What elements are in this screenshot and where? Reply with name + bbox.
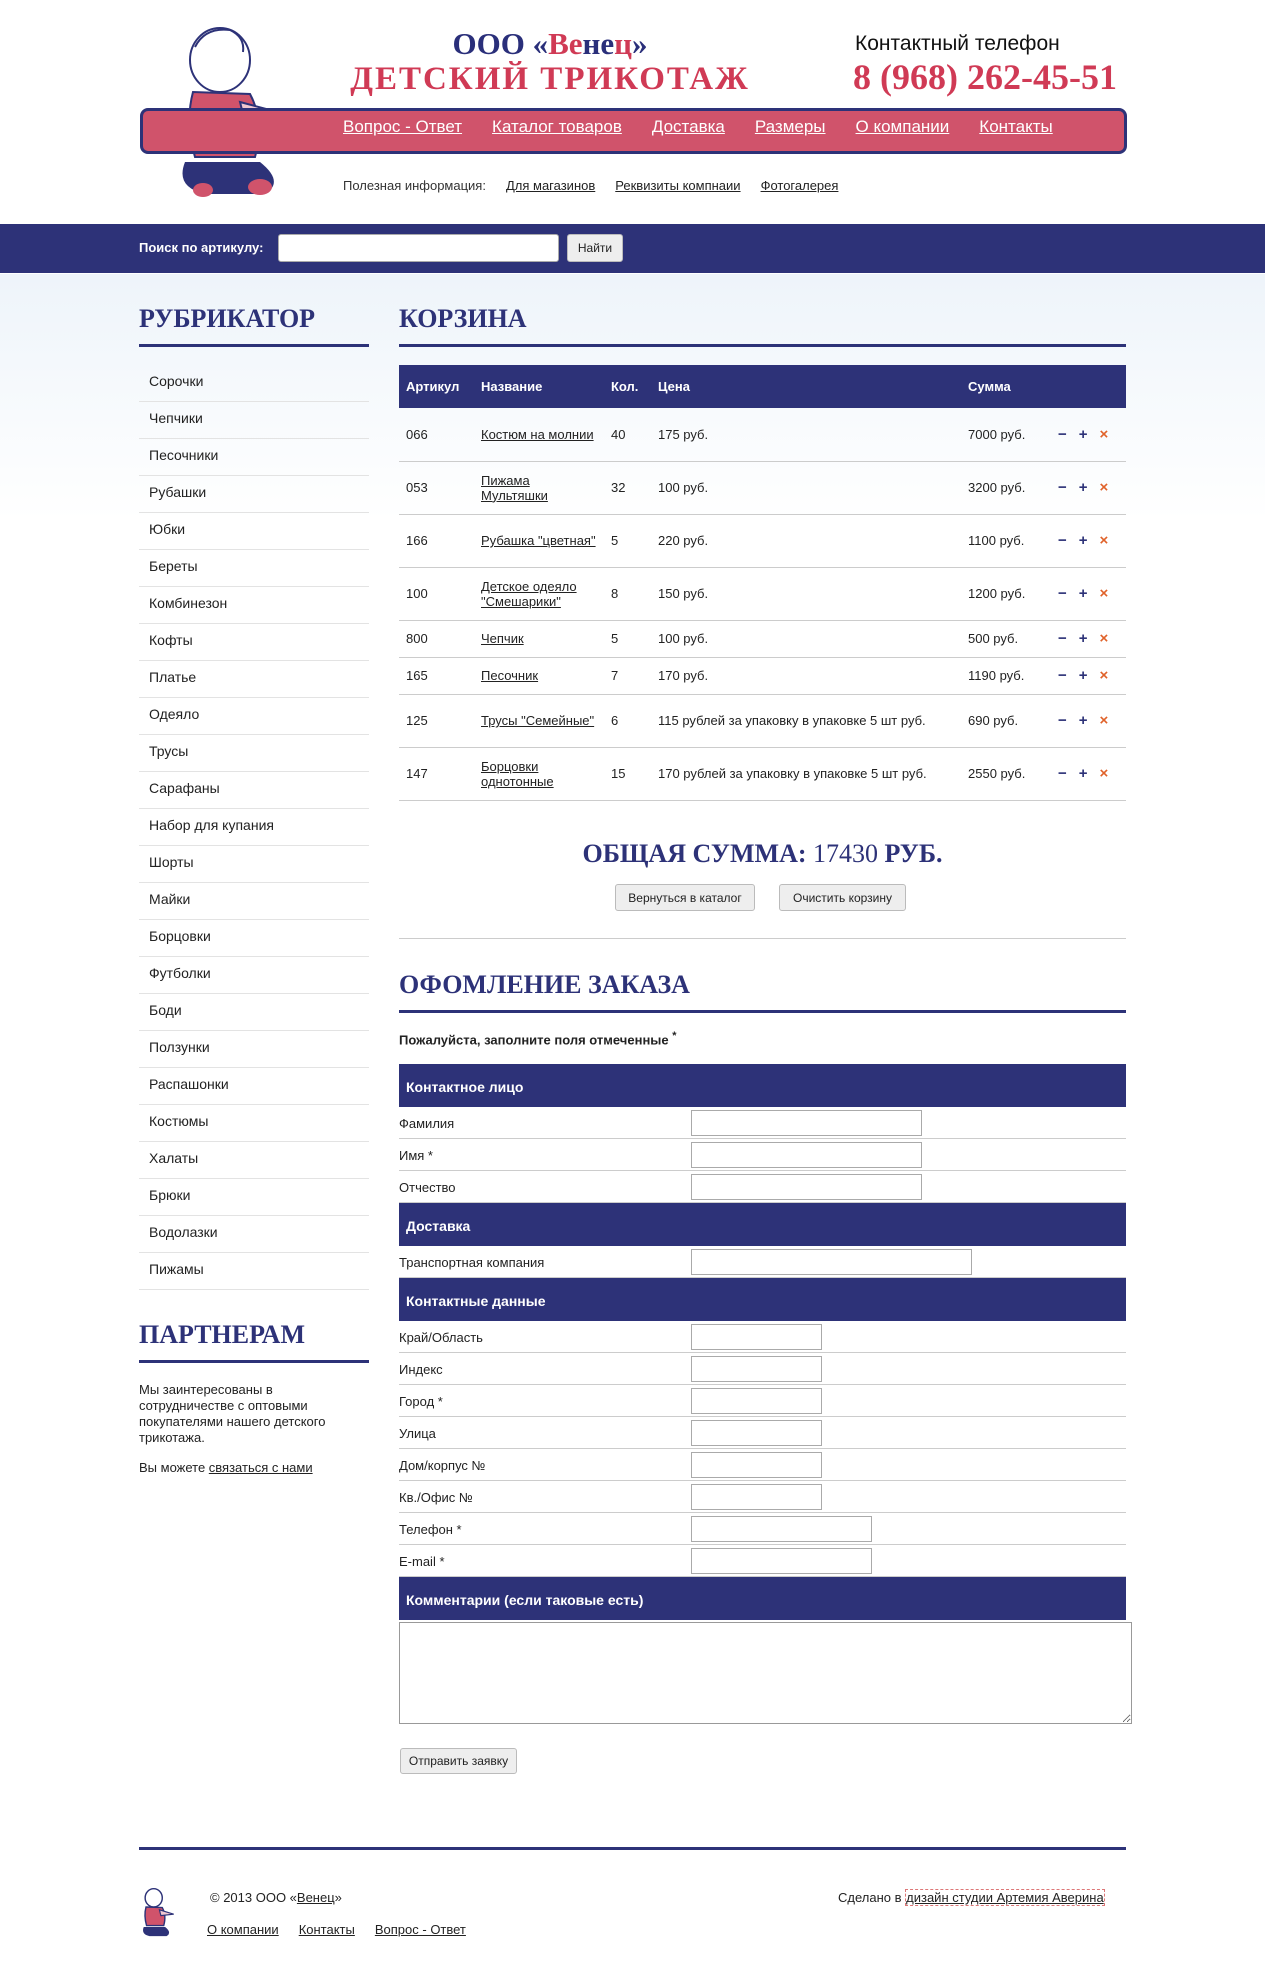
cart-qty: 6 [604,694,651,747]
nav-about[interactable]: О компании [855,117,950,136]
cart-controls [1051,747,1126,800]
cart-header-row [399,365,1126,408]
cart-sku: 147 [399,747,474,800]
plus-icon[interactable]: + [1078,712,1088,729]
cart-title: КОРЗИНА [399,304,527,333]
company-name: ООО «Венец» [452,26,648,61]
cart-price: 100 руб. [651,461,961,514]
cart-controls [1051,408,1126,461]
cart-row [399,747,1126,800]
minus-icon[interactable]: − [1058,532,1067,549]
footer-divider [139,1847,1126,1850]
name-input[interactable] [691,1142,922,1168]
search-input[interactable] [278,234,559,262]
nav-catalog[interactable]: Каталог товаров [492,117,622,136]
footer-link-about[interactable]: О компании [207,1922,279,1937]
plus-icon[interactable]: + [1078,630,1088,647]
minus-icon[interactable]: − [1058,630,1067,647]
cart-total: ОБЩАЯ СУММА: 17430 РУБ. [582,839,943,868]
plus-icon[interactable]: + [1078,532,1088,549]
search-button[interactable]: Найти [567,234,623,262]
cart-row [399,694,1126,747]
footer-baby-logo [138,1886,178,1940]
cart-item-name-cell [474,514,604,567]
rubricator-item[interactable]: Песочники [139,439,369,476]
col-name: Название [474,365,604,408]
partners-text: Мы заинтересованы в сотрудничестве с оптовыми покупателями нашего детского трикотажа. [139,1382,326,1445]
rubricator-item[interactable]: Халаты [139,1142,369,1179]
minus-icon[interactable]: − [1058,585,1067,602]
cart-sum: 1190 руб. [961,657,1051,694]
region-label: Край/Область [399,1330,483,1345]
contact-us-link[interactable]: связаться с нами [208,1460,313,1475]
cart-item-name-cell [474,657,604,694]
patronymic-label: Отчество [399,1180,456,1195]
useful-info [343,178,838,193]
footer-link-contacts[interactable]: Контакты [298,1922,355,1937]
cart-sum: 1100 руб. [961,514,1051,567]
minus-icon[interactable]: − [1058,765,1067,782]
phone-input[interactable] [691,1516,872,1542]
phone-number: 8 (968) 262-45-51 [853,57,1117,97]
plus-icon[interactable]: + [1078,479,1088,496]
rubricator-title: РУБРИКАТОР [139,304,316,333]
footer-company-link[interactable]: Венец [296,1890,335,1905]
cart-sku: 100 [399,567,474,620]
rubricator-item[interactable]: Набор для купания [139,809,369,846]
cart-qty: 5 [604,514,651,567]
cart-qty: 40 [604,408,651,461]
phone-label: Контактный телефон [855,32,1060,55]
partners-contact: Вы можете связаться с нами [139,1460,313,1475]
rubricator-item[interactable]: Одеяло [139,698,369,735]
search-label: Поиск по артикулу: [139,240,264,255]
surname-label: Фамилия [399,1116,455,1131]
nav-delivery[interactable]: Доставка [651,117,725,136]
rubricator-item[interactable]: Майки [139,883,369,920]
rubricator-item[interactable]: Ползунки [139,1031,369,1068]
cart-price: 220 руб. [651,514,961,567]
cart-item-name-cell [474,461,604,514]
rubricator-item[interactable]: Шорты [139,846,369,883]
cart-table [399,365,1126,801]
cart-sum: 690 руб. [961,694,1051,747]
rubricator-item[interactable]: Распашонки [139,1068,369,1105]
minus-icon[interactable]: − [1058,667,1067,684]
cart-item-name-cell [474,567,604,620]
footer-link-faq[interactable]: Вопрос - Ответ [374,1922,466,1937]
useful-info-label: Полезная информация: [343,178,486,193]
street-label: Улица [399,1426,436,1441]
order-title: ОФОМЛЕНИЕ ЗАКАЗА [399,970,690,999]
street-input[interactable] [691,1420,822,1446]
cart-price: 170 рублей за упаковку в упаковке 5 шт руб. [651,747,961,800]
cart-price: 115 рублей за упаковку в упаковке 5 шт руб. [651,694,961,747]
rubricator-item[interactable]: Водолазки [139,1216,369,1253]
cart-qty: 5 [604,620,651,657]
cart-qty: 15 [604,747,651,800]
rubricator-item[interactable]: Чепчики [139,402,369,439]
cart-sum: 7000 руб. [961,408,1051,461]
email-label: E-mail * [399,1554,445,1569]
cart-item-name-cell [474,694,604,747]
cart-sum: 3200 руб. [961,461,1051,514]
cart-controls [1051,461,1126,514]
cart-row [399,620,1126,657]
transport-label: Транспортная компания [399,1255,545,1270]
surname-input[interactable] [691,1110,922,1136]
house-label: Дом/корпус № [399,1458,486,1473]
link-for-shops[interactable]: Для магазинов [505,178,596,193]
cart-item-link[interactable]: Борцовки однотонные [481,758,554,789]
remove-icon[interactable]: × [1099,630,1109,647]
cart-row [399,408,1126,461]
link-requisites[interactable]: Реквизиты компнаии [615,178,741,193]
studio-link[interactable]: дизайн студии Артемия Аверина [906,1890,1104,1905]
rubricator-item[interactable]: Трусы [139,735,369,772]
rubricator-list [139,365,369,1290]
rubricator-item[interactable]: Пижамы [139,1253,369,1290]
cart-qty: 8 [604,567,651,620]
rubricator-item[interactable]: Береты [139,550,369,587]
remove-icon[interactable]: × [1099,532,1109,549]
house-input[interactable] [691,1452,822,1478]
cart-controls [1051,694,1126,747]
cart-price: 100 руб. [651,620,961,657]
plus-icon[interactable]: + [1078,585,1088,602]
rubricator-item[interactable]: Кофты [139,624,369,661]
main-nav [343,117,1053,137]
cart-sku: 066 [399,408,474,461]
cart-qty: 7 [604,657,651,694]
rubricator-item[interactable]: Рубашки [139,476,369,513]
remove-icon[interactable]: × [1099,425,1109,443]
rubricator-item[interactable]: Костюмы [139,1105,369,1142]
made-by: Сделано в дизайн студии Артемия Аверина [838,1890,1104,1905]
transport-input[interactable] [691,1249,972,1275]
apt-input[interactable] [691,1484,822,1510]
region-input[interactable] [691,1324,822,1350]
cart-row [399,461,1126,514]
cart-item-name-cell [474,408,604,461]
rubricator-item[interactable]: Боди [139,994,369,1031]
name-label: Имя * [399,1148,433,1163]
cart-item-link[interactable]: Трусы "Семейные" [481,713,595,728]
submit-order-button[interactable]: Отправить заявку [400,1748,517,1774]
rubricator-item[interactable]: Футболки [139,957,369,994]
remove-icon[interactable]: × [1099,765,1109,782]
cart-sum: 2550 руб. [961,747,1051,800]
remove-icon[interactable]: × [1099,585,1109,602]
rubricator-item[interactable]: Юбки [139,513,369,550]
rubricator-item[interactable]: Платье [139,661,369,698]
rubricator-item[interactable]: Сорочки [139,365,369,402]
rubricator-item[interactable]: Брюки [139,1179,369,1216]
cart-item-link[interactable]: Чепчик [481,631,524,646]
cart-price: 175 руб. [651,408,961,461]
section-comments: Комментарии (если таковые есть) [399,1577,1126,1620]
cart-controls [1051,657,1126,694]
index-input[interactable] [691,1356,822,1382]
partners-divider [139,1360,369,1363]
cart-qty: 32 [604,461,651,514]
partners-title: ПАРТНЕРАМ [139,1320,305,1349]
cart-sku: 800 [399,620,474,657]
cart-item-name-cell [474,620,604,657]
site-slogan: ДЕТСКИЙ ТРИКОТАЖ [350,61,750,97]
minus-icon[interactable]: − [1058,425,1067,443]
remove-icon[interactable]: × [1099,479,1109,496]
nav-faq[interactable]: Вопрос - Ответ [343,117,463,136]
cart-divider [399,344,1126,347]
footer-nav [207,1922,466,1937]
section-contact-person: Контактное лицо [399,1064,1126,1107]
cart-item-name-cell [474,747,604,800]
apt-label: Кв./Офис № [399,1490,473,1505]
comment-textarea[interactable] [399,1622,1132,1724]
rubricator-item[interactable]: Борцовки [139,920,369,957]
plus-icon[interactable]: + [1078,667,1088,684]
plus-icon[interactable]: + [1078,425,1088,443]
email-input[interactable] [691,1548,872,1574]
cart-sku: 053 [399,461,474,514]
minus-icon[interactable]: − [1058,479,1067,496]
rubricator-divider [139,344,369,347]
required-note: Пожалуйста, заполните поля отмеченные * [399,1030,677,1048]
link-photogallery[interactable]: Фотогалерея [760,178,839,193]
nav-sizes[interactable]: Размеры [754,117,826,136]
index-label: Индекс [399,1362,443,1377]
cart-item-link[interactable]: Песочник [481,668,539,683]
cart-sum: 1200 руб. [961,567,1051,620]
rubricator-item[interactable]: Комбинезон [139,587,369,624]
cart-row [399,514,1126,567]
clear-cart-button[interactable]: Очистить корзину [779,884,906,911]
cart-total-value: 17430 [813,839,879,868]
col-sku: Артикул [399,365,474,408]
section-divider [399,938,1126,939]
back-to-catalog-button[interactable]: Вернуться в каталог [615,884,755,911]
plus-icon[interactable]: + [1078,765,1088,782]
col-sum: Сумма [961,365,1051,408]
minus-icon[interactable]: − [1058,712,1067,729]
cart-sum: 500 руб. [961,620,1051,657]
remove-icon[interactable]: × [1099,712,1109,729]
col-qty: Кол. [604,365,651,408]
cart-sku: 125 [399,694,474,747]
cart-row [399,567,1126,620]
cart-controls [1051,514,1126,567]
remove-icon[interactable]: × [1099,667,1109,684]
cart-item-link[interactable]: Пижама Мультяшки [481,472,548,503]
nav-contacts[interactable]: Контакты [979,117,1053,136]
cart-controls [1051,620,1126,657]
section-contact-data: Контактные данные [399,1278,1126,1321]
cart-item-link[interactable]: Детское одеяло "Смешарики" [481,578,577,609]
city-input[interactable] [691,1388,822,1414]
cart-item-link[interactable]: Костюм на молнии [481,426,594,442]
copyright: © 2013 ООО «Венец» [210,1890,342,1905]
col-price: Цена [651,365,961,408]
rubricator-item[interactable]: Сарафаны [139,772,369,809]
cart-price: 170 руб. [651,657,961,694]
order-divider [399,1010,1126,1013]
section-delivery: Доставка [399,1203,1126,1246]
city-label: Город * [399,1394,443,1409]
cart-row [399,657,1126,694]
cart-controls [1051,567,1126,620]
patronymic-input[interactable] [691,1174,922,1200]
cart-item-link[interactable]: Рубашка "цветная" [481,533,596,548]
cart-sku: 166 [399,514,474,567]
cart-price: 150 руб. [651,567,961,620]
phone-field-label: Телефон * [399,1522,462,1537]
col-actions [1051,365,1126,408]
cart-sku: 165 [399,657,474,694]
